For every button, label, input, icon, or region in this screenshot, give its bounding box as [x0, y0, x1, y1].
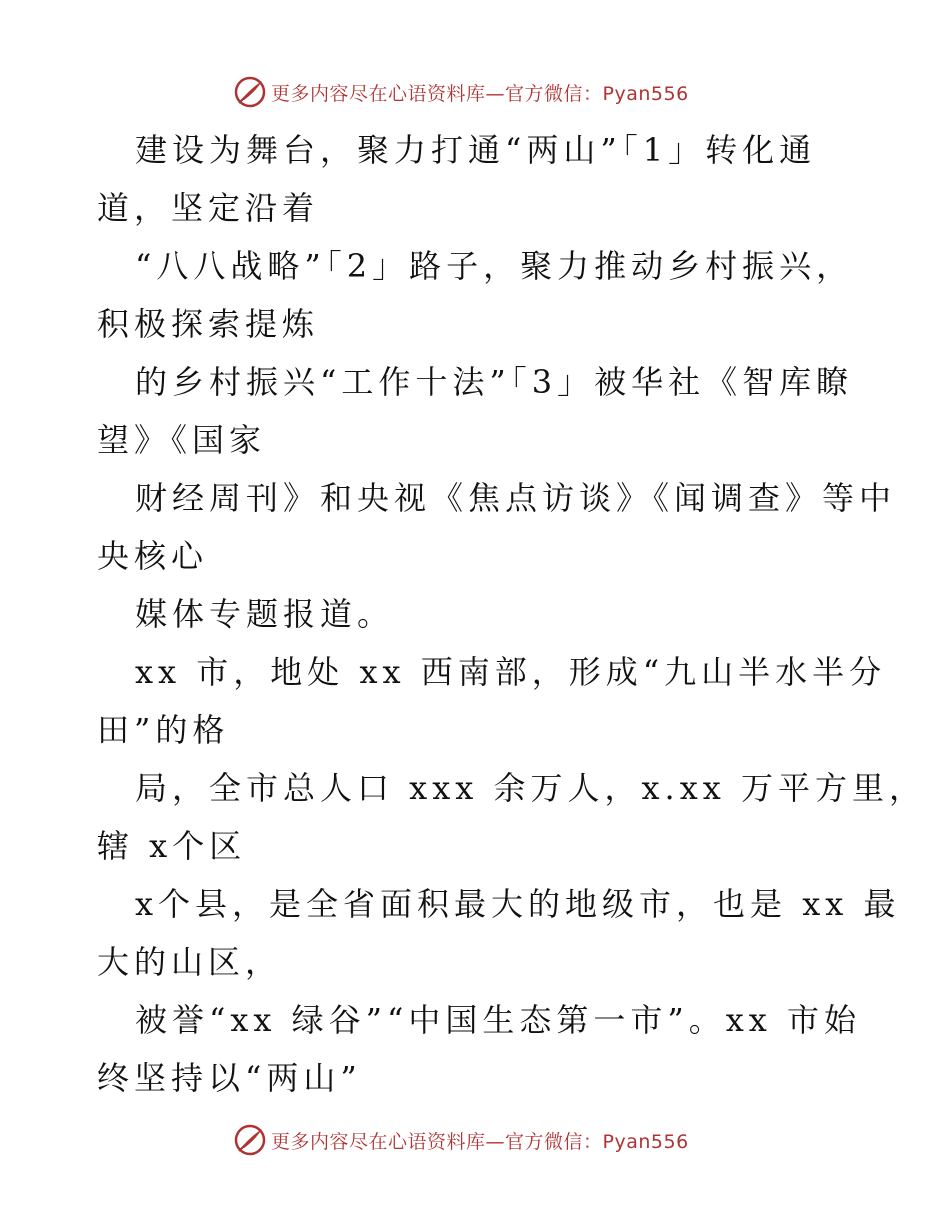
text-line: 终坚持以“两山”	[97, 1059, 362, 1097]
text-line: x个县，是全省面积最大的地级市，也是 xx 最	[135, 885, 901, 923]
text-line: xx 市，地处 xx 西南部，形成“九山半水半分	[135, 653, 887, 691]
text-line: 局，全市总人口 xxx 余万人，x.xx 万平方里，	[135, 769, 926, 807]
text-line: 望》《国家	[97, 421, 267, 459]
header-banner-text: 更多内容尽在心语资料库—官方微信：Pyan556	[271, 82, 689, 105]
text-line: 辖 x个区	[97, 827, 247, 865]
footer-banner	[233, 1120, 689, 1160]
text-line: 央核心	[97, 537, 209, 575]
text-line: 积极探索提炼	[97, 305, 320, 343]
footer-banner-text: 更多内容尽在心语资料库—官方微信：Pyan556	[271, 1130, 689, 1153]
quill-logo-icon	[233, 1123, 267, 1157]
text-line: 田”的格	[97, 711, 230, 749]
text-line: 大的山区，	[97, 943, 283, 981]
quill-logo-icon	[233, 75, 267, 109]
text-line: 财经周刊》和央视《焦点访谈》《闻调查》等中	[135, 479, 897, 517]
text-line: 道，坚定沿着	[97, 189, 320, 227]
text-line: 媒体专题报道。	[135, 595, 395, 633]
text-line: 建设为舞台，聚力打通“两山”「1」转化通	[135, 131, 817, 169]
text-line: “八八战略”「2」路子，聚力推动乡村振兴，	[135, 247, 854, 285]
text-line: 的乡村振兴“工作十法”「3」被华社《智库瞭	[135, 363, 854, 401]
text-line: 被誉“xx 绿谷”“中国生态第一市”。xx 市始	[135, 1001, 861, 1039]
header-banner	[233, 72, 689, 112]
